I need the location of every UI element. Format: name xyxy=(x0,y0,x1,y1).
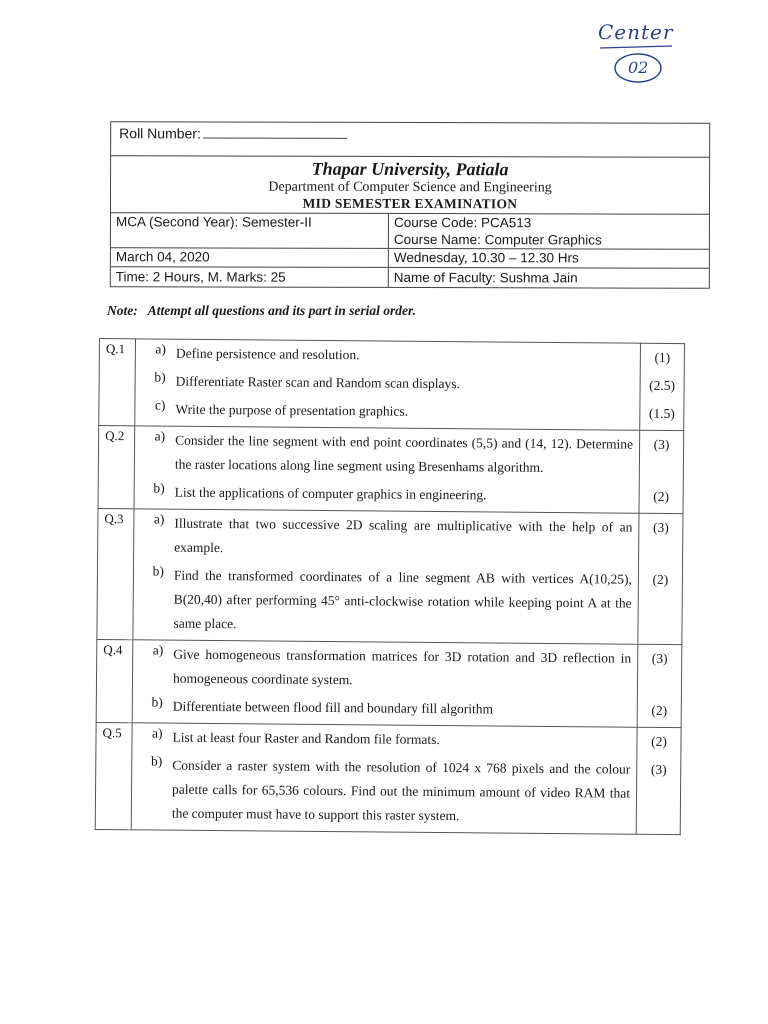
exam-date: March 04, 2020 xyxy=(111,248,389,267)
part-marks: (3) xyxy=(653,436,670,452)
part-text: Consider a raster system with the resolution of 1024 x 768 pixels and the colour palette calls for 65,536 colours. Find out the minimum amount of video RAM that the computer must have to support this raster system. xyxy=(171,757,631,824)
part-label: a) xyxy=(152,642,164,658)
course-name: Course Name: Computer Graphics xyxy=(393,231,602,248)
handwritten-annotation xyxy=(592,14,676,88)
question-part xyxy=(132,725,636,753)
part-label: b) xyxy=(151,694,163,710)
part-marks: (2) xyxy=(653,488,670,504)
part-label: b) xyxy=(153,480,165,496)
exam-title: MID SEMESTER EXAMINATION xyxy=(302,195,518,212)
question-part xyxy=(136,369,640,397)
exam-day-time: Wednesday, 10.30 – 12.30 Hrs xyxy=(393,249,579,266)
time-faculty-row xyxy=(111,267,709,288)
part-text: Illustrate that two successive 2D scaling are multiplicative with the help of an example. xyxy=(174,515,633,556)
time-marks: Time: 2 Hours, M. Marks: 25 xyxy=(111,267,389,287)
question-part xyxy=(135,397,639,425)
part-marks: (1.5) xyxy=(648,405,675,422)
question-parts xyxy=(133,509,639,644)
question-marks xyxy=(640,343,685,430)
part-text: Give homogeneous transformation matrices for 3D rotation and 3D reflection in homogeneous coordinate system. xyxy=(172,646,632,688)
part-label: b) xyxy=(154,369,166,385)
note-label: Note: xyxy=(107,303,138,318)
part-text: Find the transformed coordinates of a line segment AB with vertices A(10,25), B(20,40) after performing 45° anti-clockwise rotation while keeping point A at the same place. xyxy=(173,567,632,632)
question-marks xyxy=(639,430,684,513)
exam-header xyxy=(110,121,710,289)
question-row xyxy=(97,508,683,644)
questions-table xyxy=(95,338,685,835)
question-parts xyxy=(132,640,638,727)
part-marks: (3) xyxy=(652,519,669,535)
part-text: Consider the line segment with end point coordinates (5,5) and (14, 12). Determine the raster locations along line segment using Bresenhams algorithm. xyxy=(174,432,634,475)
question-row xyxy=(98,426,684,514)
part-label: c) xyxy=(154,397,166,413)
question-row xyxy=(99,339,685,431)
question-parts xyxy=(135,339,641,430)
roll-number-label: Roll Number: xyxy=(119,125,201,142)
part-text: List the applications of computer graphics in engineering. xyxy=(174,484,487,503)
part-label: a) xyxy=(154,428,166,444)
course-info xyxy=(389,214,709,249)
part-label: b) xyxy=(152,563,165,579)
part-marks: (3) xyxy=(651,650,668,666)
question-marks xyxy=(638,513,683,644)
part-marks: (2) xyxy=(651,702,668,718)
university-name: Thapar University, Patiala xyxy=(311,158,509,180)
part-marks: (1) xyxy=(654,349,671,365)
question-marks xyxy=(636,727,681,834)
question-part xyxy=(134,511,638,563)
part-marks: (3) xyxy=(650,761,667,777)
part-text: Define persistence and resolution. xyxy=(175,345,360,363)
question-row xyxy=(95,722,681,834)
part-label: a) xyxy=(153,511,165,527)
question-number: Q.2 xyxy=(98,426,135,509)
program-label: MCA (Second Year): Semester-II xyxy=(111,213,389,248)
part-label: a) xyxy=(155,341,166,357)
question-number: Q.4 xyxy=(96,639,133,722)
handwritten-center-number: 02 xyxy=(628,58,649,77)
question-row xyxy=(96,639,682,727)
part-text: Differentiate between flood fill and boundary fill algorithm xyxy=(172,698,494,717)
part-marks: (2.5) xyxy=(649,377,676,394)
roll-number-blank xyxy=(203,125,347,138)
question-part xyxy=(136,341,640,369)
question-parts xyxy=(131,723,637,834)
part-text: List at least four Raster and Random file formats. xyxy=(172,729,440,747)
note-text: Attempt all questions and its part in serial order. xyxy=(147,303,416,318)
roll-number-row xyxy=(111,122,709,158)
question-part xyxy=(133,694,637,722)
question-part xyxy=(133,642,637,694)
question-number: Q.5 xyxy=(95,722,132,829)
department-name: Department of Computer Science and Engineering xyxy=(268,179,552,196)
part-marks: (2) xyxy=(652,571,669,587)
instruction-note xyxy=(107,303,416,319)
question-part xyxy=(133,563,638,639)
part-label: b) xyxy=(150,753,163,769)
institution-block xyxy=(111,156,709,215)
part-marks: (2) xyxy=(651,733,667,749)
question-parts xyxy=(134,426,640,513)
program-course-row xyxy=(111,213,709,250)
question-marks xyxy=(637,644,682,727)
faculty-name: Name of Faculty: Sushma Jain xyxy=(393,269,578,286)
part-text: Differentiate Raster scan and Random scan displays. xyxy=(175,373,460,392)
date-row xyxy=(111,248,709,269)
course-code: Course Code: PCA513 xyxy=(393,214,532,231)
question-part xyxy=(135,428,639,480)
question-part xyxy=(132,753,637,829)
part-text: Write the purpose of presentation graphics. xyxy=(175,401,409,419)
question-number: Q.1 xyxy=(99,339,136,426)
question-number: Q.3 xyxy=(97,508,134,639)
part-label: a) xyxy=(151,725,163,741)
question-part xyxy=(135,480,639,508)
handwritten-center-label: Center xyxy=(598,20,674,44)
